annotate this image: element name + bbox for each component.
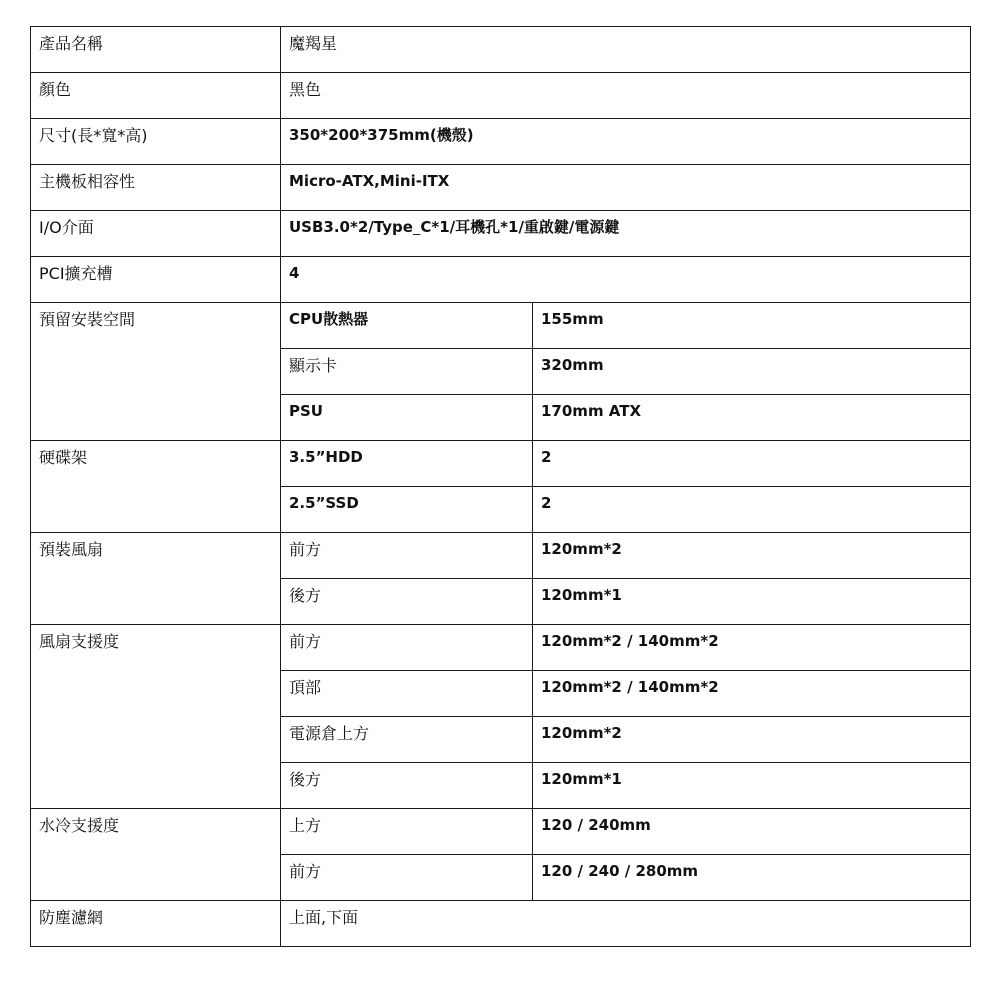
spec-value: 魔羯星 <box>281 27 971 73</box>
spec-label: I/O介面 <box>31 211 281 257</box>
spec-sub-value: 120mm*1 <box>533 579 971 625</box>
spec-value: USB3.0*2/Type_C*1/耳機孔*1/重啟鍵/電源鍵 <box>281 211 971 257</box>
spec-sub-name: 後方 <box>281 763 533 809</box>
spec-sub-name: 2.5”SSD <box>281 487 533 533</box>
spec-value: Micro-ATX,Mini-ITX <box>281 165 971 211</box>
spec-label: 產品名稱 <box>31 27 281 73</box>
table-row <box>31 27 971 73</box>
table-row <box>31 257 971 303</box>
table-row <box>31 211 971 257</box>
table-row <box>31 73 971 119</box>
spec-sub-value: 2 <box>533 487 971 533</box>
spec-sub-name: 前方 <box>281 533 533 579</box>
spec-sub-name: 前方 <box>281 855 533 901</box>
table-row <box>31 625 971 671</box>
spec-sub-name: 前方 <box>281 625 533 671</box>
spec-table <box>30 26 971 947</box>
spec-sub-value: 320mm <box>533 349 971 395</box>
table-row <box>31 441 971 487</box>
spec-label: 尺寸(長*寬*高) <box>31 119 281 165</box>
spec-value: 上面,下面 <box>281 901 971 947</box>
spec-sub-name: CPU散熱器 <box>281 303 533 349</box>
spec-sub-value: 120mm*1 <box>533 763 971 809</box>
spec-sub-name: 顯示卡 <box>281 349 533 395</box>
spec-sub-name: PSU <box>281 395 533 441</box>
spec-sub-value: 120mm*2 <box>533 717 971 763</box>
table-row <box>31 165 971 211</box>
spec-label: 防塵濾網 <box>31 901 281 947</box>
spec-sub-value: 120 / 240 / 280mm <box>533 855 971 901</box>
table-row <box>31 901 971 947</box>
table-row <box>31 119 971 165</box>
spec-label: PCI擴充槽 <box>31 257 281 303</box>
spec-sub-name: 電源倉上方 <box>281 717 533 763</box>
spec-label: 主機板相容性 <box>31 165 281 211</box>
spec-label: 預留安裝空間 <box>31 303 281 441</box>
spec-sub-value: 155mm <box>533 303 971 349</box>
spec-sub-value: 170mm ATX <box>533 395 971 441</box>
spec-label: 硬碟架 <box>31 441 281 533</box>
spec-sub-name: 上方 <box>281 809 533 855</box>
spec-sub-name: 後方 <box>281 579 533 625</box>
spec-value: 4 <box>281 257 971 303</box>
spec-label: 風扇支援度 <box>31 625 281 809</box>
spec-label: 水冷支援度 <box>31 809 281 901</box>
table-row <box>31 303 971 349</box>
spec-sub-value: 120mm*2 <box>533 533 971 579</box>
table-row <box>31 533 971 579</box>
spec-label: 預裝風扇 <box>31 533 281 625</box>
spec-label: 顏色 <box>31 73 281 119</box>
spec-value: 350*200*375mm(機殼) <box>281 119 971 165</box>
spec-sub-value: 2 <box>533 441 971 487</box>
table-row <box>31 809 971 855</box>
spec-sub-value: 120mm*2 / 140mm*2 <box>533 671 971 717</box>
spec-sub-name: 頂部 <box>281 671 533 717</box>
spec-sub-name: 3.5”HDD <box>281 441 533 487</box>
spec-sub-value: 120mm*2 / 140mm*2 <box>533 625 971 671</box>
spec-value: 黑色 <box>281 73 971 119</box>
spec-sub-value: 120 / 240mm <box>533 809 971 855</box>
